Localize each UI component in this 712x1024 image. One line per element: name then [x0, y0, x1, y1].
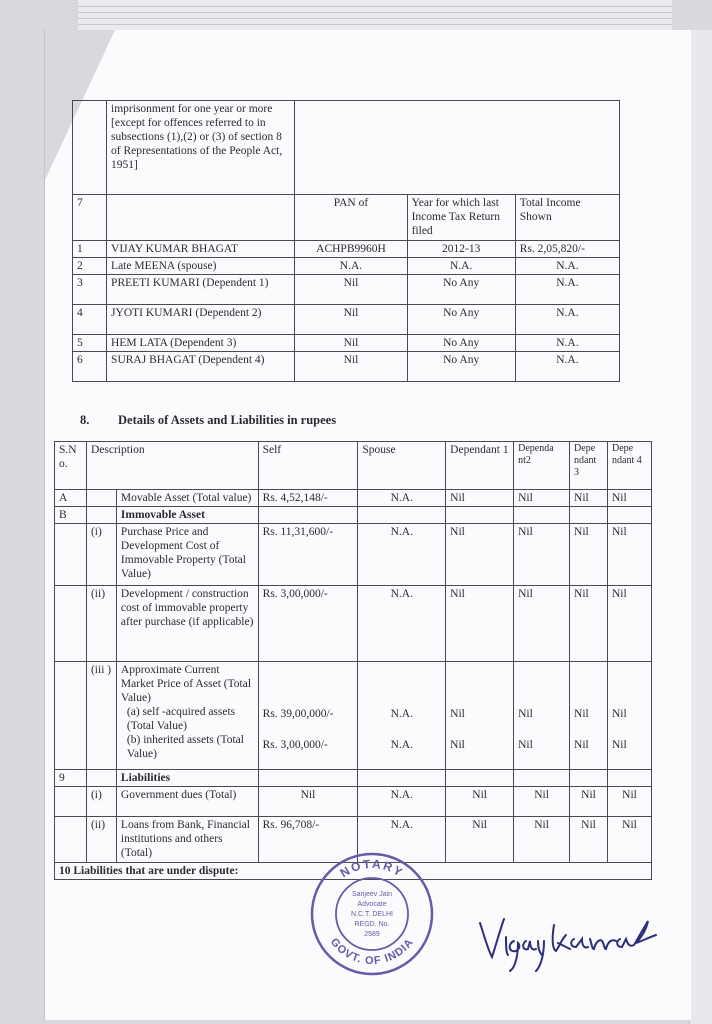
stamp-outer-top: NOTARY [337, 856, 407, 881]
immovable-asset-label: Immovable Asset [116, 507, 258, 524]
table-row: 3 PREETI KUMARI (Dependent 1) Nil No Any N.A. [73, 275, 620, 305]
stamp-inner-line: REGD. No. [354, 921, 390, 928]
header-description: Description [86, 442, 258, 490]
header-dependant-2: Dependa nt2 [514, 442, 570, 490]
person-name: SURAJ BHAGAT (Dependent 4) [107, 352, 295, 382]
stamp-outer-bottom: GOVT. OF INDIA [327, 936, 417, 968]
table-row [73, 101, 620, 195]
stamp-inner-line: N.C.T. DELHI [350, 911, 394, 918]
table-header-row [73, 195, 620, 241]
section-title: Details of Assets and Liabilities in rupees [118, 413, 337, 427]
table-row: 5 HEM LATA (Dependent 3) Nil No Any N.A. [73, 335, 620, 352]
header-dependant-1: Dependant 1 [446, 442, 514, 490]
header-income: Total Income Shown [515, 195, 619, 241]
person-name: JYOTI KUMARI (Dependent 2) [107, 305, 295, 335]
header-num: 7 [73, 195, 107, 241]
table-row: (i) Purchase Price and Development Cost of Immovable Property (Total Value) Rs. 11,31,600/- N.A. Nil Nil Nil Nil [55, 524, 652, 586]
income-tax-table [72, 100, 620, 382]
table-row: 9 Liabilities [55, 770, 652, 787]
table-row: 2 Late MEENA (spouse) N.A. N.A. N.A. [73, 258, 620, 275]
table-row: 4 JYOTI KUMARI (Dependent 2) Nil No Any N.A. [73, 305, 620, 335]
table-header-row [55, 442, 652, 490]
header-spouse: Spouse [358, 442, 446, 490]
header-dependant-3: Depe ndant 3 [570, 442, 608, 490]
stamp-inner-line: 2589 [364, 931, 380, 938]
section-8-heading [80, 413, 336, 428]
stamp-inner-line: Sanjeev Jain [351, 891, 393, 898]
table-row: (iii ) Approximate Current Market Price of Asset (Total Value) (a) self -acquired assets (Total Value) (b) inherited assets (Total Value) Rs. 39,00,000/- Rs. 3,00,000/- N.A. N.A. Nil Nil Nil Nil Nil Nil Nil Nil [55, 662, 652, 770]
notary-stamp [308, 850, 436, 978]
svg-text:GOVT. OF INDIA [328, 936, 416, 967]
header-self: Self [258, 442, 358, 490]
header-dependant-4: Depe ndant 4 [608, 442, 652, 490]
table-row: (i) Government dues (Total) Nil N.A. Nil Nil Nil Nil [55, 787, 652, 817]
offence-description: imprisonment for one year or more [except for offences referred to in subsections (1),(2) or (3) of section 8 of Representations of the People Act, 1951] [107, 101, 295, 195]
header-sno: S.N o. [55, 442, 87, 490]
table-row: (ii) Development / construction cost of immovable property after purchase (if applicable) Rs. 3,00,000/- N.A. Nil Nil Nil Nil [55, 586, 652, 662]
person-name: Late MEENA (spouse) [107, 258, 295, 275]
movable-asset-label: Movable Asset (Total value) [116, 490, 258, 507]
header-pan: PAN of [295, 195, 407, 241]
person-name: VIJAY KUMAR BHAGAT [107, 241, 295, 258]
liabilities-label: Liabilities [116, 770, 258, 787]
table-row: (ii) Loans from Bank, Financial institutions and others (Total) Rs. 96,708/- N.A. Nil Nil Nil Nil [55, 817, 652, 863]
header-year: Year for which last Income Tax Return filed [407, 195, 515, 241]
person-name: PREETI KUMARI (Dependent 1) [107, 275, 295, 305]
disputed-liabilities-label: 10 Liabilities that are under dispute: [55, 863, 652, 880]
back-sheet-edge [689, 30, 712, 1024]
table-row: 6 SURAJ BHAGAT (Dependent 4) Nil No Any N.A. [73, 352, 620, 382]
section-number: 8. [80, 413, 90, 427]
table-row: A Movable Asset (Total value) Rs. 4,52,148/- N.A. Nil Nil Nil Nil [55, 490, 652, 507]
signature [470, 905, 660, 975]
table-row: 1 VIJAY KUMAR BHAGAT ACHPB9960H 2012-13 Rs. 2,05,820/- [73, 241, 620, 258]
stamp-inner-line: Advocate [357, 901, 387, 908]
table-row: B Immovable Asset [55, 507, 652, 524]
assets-liabilities-table [54, 441, 652, 880]
person-name: HEM LATA (Dependent 3) [107, 335, 295, 352]
